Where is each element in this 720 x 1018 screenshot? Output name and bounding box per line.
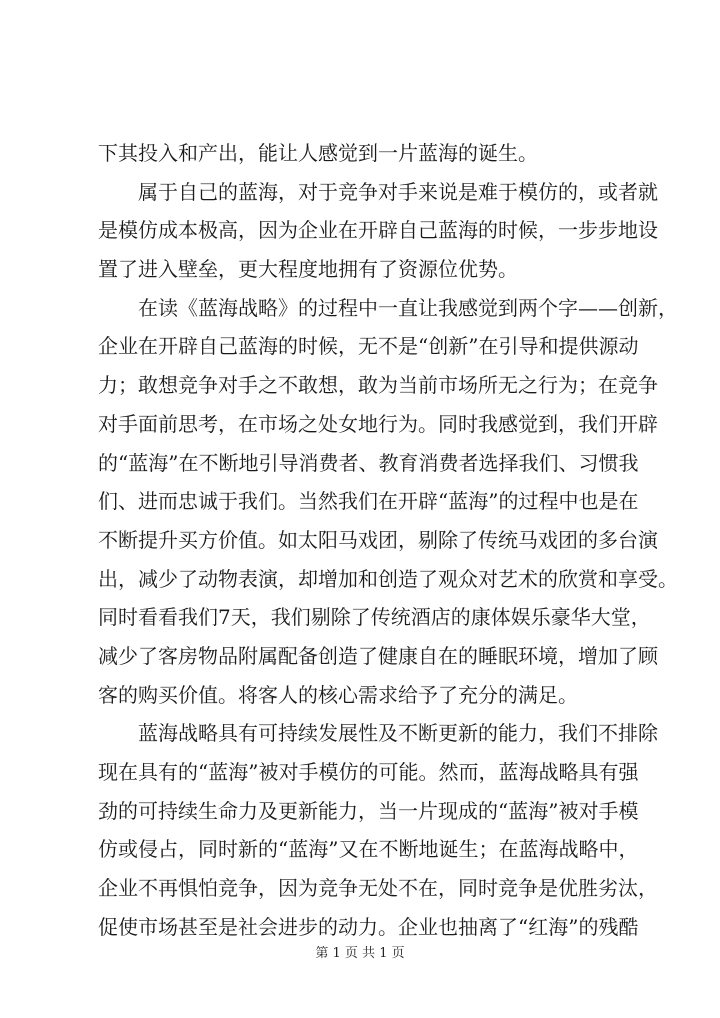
text-line: 客的购买价值。将客人的核心需求给予了充分的满足。 — [98, 682, 578, 707]
body-text — [98, 134, 678, 946]
text-line: 仿或侵占，同时新的“蓝海”又在不断地诞生；在蓝海战略中， — [98, 837, 639, 862]
text-line: 减少了客房物品附属配备创造了健康自在的睡眠环境，增加了顾 — [98, 643, 658, 668]
text-line: 企业在开辟自己蓝海的时候，无不是“创新”在引导和提供源动 — [98, 334, 639, 359]
text-line: 对手面前思考，在市场之处女地行为。同时我感觉到，我们开辟 — [98, 411, 658, 436]
text-line: 属于自己的蓝海，对于竞争对手来说是难于模仿的，或者就 — [98, 179, 658, 204]
text-line: 力；敢想竞争对手之不敢想，敢为当前市场所无之行为；在竞争 — [98, 373, 658, 398]
text-line: 企业不再惧怕竞争，因为竞争无处不在，同时竞争是优胜劣汰， — [98, 876, 658, 901]
text-line: 蓝海战略具有可持续发展性及不断更新的能力，我们不排除 — [98, 721, 658, 746]
text-line: 的“蓝海”在不断地引导消费者、教育消费者选择我们、习惯我 — [98, 450, 639, 475]
page-footer — [0, 942, 720, 961]
text-line: 不断提升买方价值。如太阳马戏团，剔除了传统马戏团的多台演 — [98, 527, 658, 552]
text-line: 出，减少了动物表演，却增加和创造了观众对艺术的欣赏和享受。 — [98, 566, 678, 591]
text-line: 劲的可持续生命力及更新能力，当一片现成的“蓝海”被对手模 — [98, 798, 639, 823]
text-line: 同时看看我们7天，我们剔除了传统酒店的康体娱乐豪华大堂， — [98, 605, 651, 630]
page-number: 第 1 页 共 1 页 — [315, 946, 405, 961]
text-line: 是模仿成本极高，因为企业在开辟自己蓝海的时候，一步步地设 — [98, 218, 658, 243]
text-line: 们、进而忠诚于我们。当然我们在开辟“蓝海”的过程中也是在 — [98, 489, 639, 514]
text-line: 现在具有的“蓝海”被对手模仿的可能。然而，蓝海战略具有强 — [98, 760, 639, 784]
text-line: 促使市场甚至是社会进步的动力。企业也抽离了“红海”的残酷 — [98, 914, 639, 939]
text-line: 在读《蓝海战略》的过程中一直让我感觉到两个字——创新， — [98, 295, 678, 320]
text-line: 置了进入壁垒，更大程度地拥有了资源位优势。 — [98, 257, 518, 282]
text-line: 下其投入和产出，能让人感觉到一片蓝海的诞生。 — [98, 141, 538, 165]
